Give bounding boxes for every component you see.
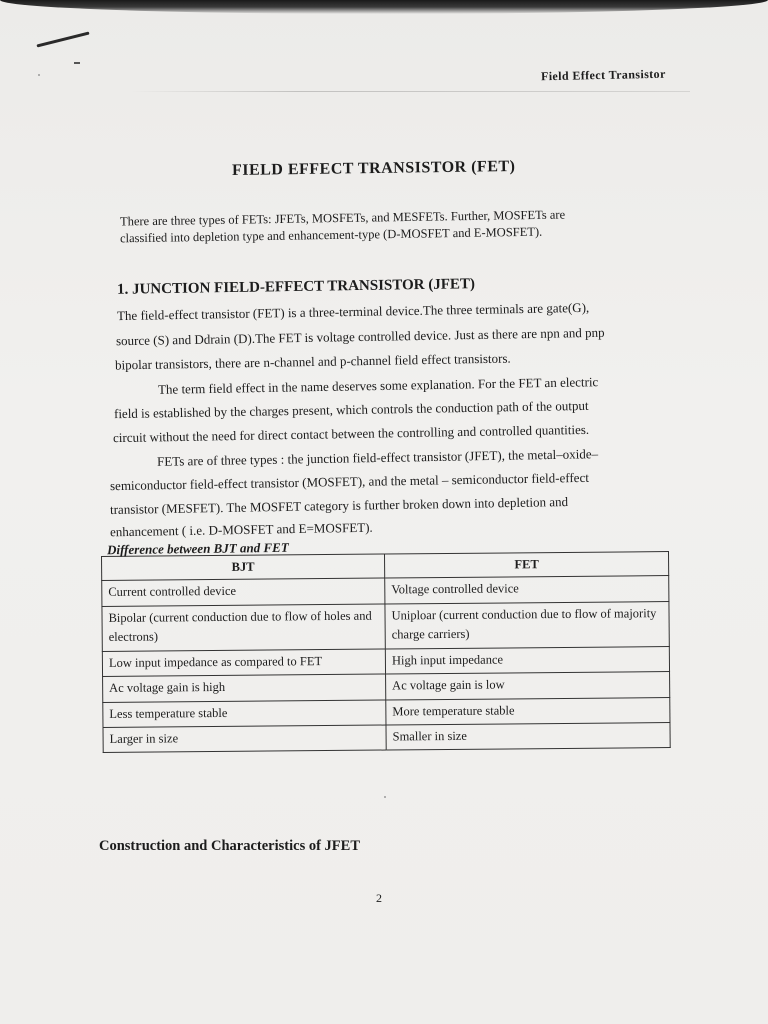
table-cell: Current controlled device (102, 578, 385, 606)
paragraph-line: source (S) and Ddrain (D).The FET is voltage controlled device. Just as there are npn and pnp (115, 324, 605, 349)
table-cell: Uniploar (current conduction due to flow of majority charge carriers) (385, 601, 669, 648)
paragraph-line: The term field effect in the name deserves some explanation. For the FET an electric (157, 374, 599, 397)
intro-line-2: classified into depletion type and enhancement-type (D-MOSFET and E-MOSFET). (119, 224, 543, 246)
table-cell: Larger in size (103, 725, 386, 753)
intro-line-1: There are three types of FETs: JFETs, MOSFETs, and MESFETs. Further, MOSFETs are (119, 207, 566, 229)
table-cell: Low input impedance as compared to FET (102, 649, 385, 677)
page-edge-shadow (0, 0, 768, 14)
pen-mark (36, 32, 89, 48)
paragraph-line: The field-effect transistor (FET) is a three-terminal device.The three terminals are gate(G), (116, 299, 590, 324)
running-header: Field Effect Transistor (540, 66, 666, 84)
table-cell: High input impedance (385, 646, 669, 674)
table-cell: Less temperature stable (103, 700, 386, 728)
header-rule (130, 91, 690, 92)
table-cell: Ac voltage gain is high (103, 674, 386, 702)
paragraph-line: enhancement ( i.e. D-MOSFET and E=MOSFET). (109, 519, 373, 540)
page-title: FIELD EFFECT TRANSISTOR (FET) (231, 158, 516, 179)
comparison-table (101, 551, 671, 753)
table-cell: More temperature stable (386, 697, 670, 725)
paper-speck (384, 796, 386, 798)
column-header-bjt: BJT (102, 554, 385, 581)
page-number: 2 (376, 891, 382, 905)
paragraph-line: FETs are of three types : the junction field-effect transistor (JFET), the metal–oxide– (156, 446, 599, 469)
column-header-fet: FET (384, 552, 668, 579)
section-heading-construction: Construction and Characteristics of JFET (99, 838, 360, 854)
table-row (103, 722, 670, 752)
paper-speck (38, 74, 40, 76)
section-heading-jfet: 1. JUNCTION FIELD-EFFECT TRANSISTOR (JFET) (116, 276, 476, 298)
table-cell: Bipolar (current conduction due to flow of holes and electrons) (102, 604, 385, 651)
paragraph-line: bipolar transistors, there are n-channel and p-channel field effect transistors. (114, 350, 511, 373)
paragraph-line: circuit without the need for direct contact between the controlling and controlled quantities. (112, 421, 590, 446)
pen-dot (74, 62, 80, 64)
paragraph-line: transistor (MESFET). The MOSFET category is further broken down into depletion and (109, 494, 569, 517)
table-caption: Difference between BJT and FET (106, 539, 289, 558)
table-cell: Voltage controlled device (385, 576, 669, 604)
table-cell: Smaller in size (386, 722, 670, 750)
table-row (102, 601, 669, 651)
paragraph-line: semiconductor field-effect transistor (MOSFET), and the metal – semiconductor field-effect (109, 469, 590, 494)
table-cell: Ac voltage gain is low (386, 672, 670, 700)
paragraph-line: field is established by the charges present, which controls the conduction path of the output (113, 397, 589, 422)
